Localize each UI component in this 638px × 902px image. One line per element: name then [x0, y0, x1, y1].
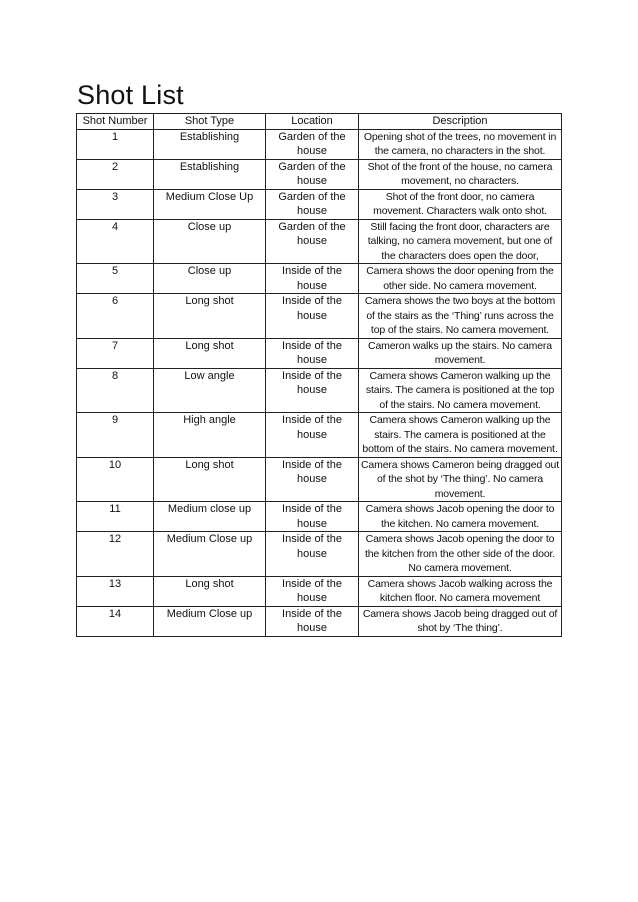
shot-type-cell: Low angle: [154, 368, 266, 413]
location-cell: Inside of the house: [266, 294, 359, 339]
shot-number-cell: 1: [77, 129, 154, 159]
shot-type-cell: Close up: [154, 264, 266, 294]
shot-type-cell: Long shot: [154, 457, 266, 502]
table-row: [77, 129, 562, 159]
header-location: Location: [266, 114, 359, 130]
header-shot-type: Shot Type: [154, 114, 266, 130]
shot-type-cell: Medium Close up: [154, 606, 266, 636]
shot-type-cell: Establishing: [154, 159, 266, 189]
description-cell: Camera shows Cameron walking up the stairs. The camera is positioned at the top of the stairs. No camera movement.: [359, 368, 562, 413]
header-description: Description: [359, 114, 562, 130]
shot-number-cell: 14: [77, 606, 154, 636]
description-cell: Camera shows Jacob being dragged out of shot by ‘The thing’.: [359, 606, 562, 636]
table-row: [77, 532, 562, 577]
shot-type-cell: Long shot: [154, 294, 266, 339]
shot-type-cell: Long shot: [154, 338, 266, 368]
shot-number-cell: 12: [77, 532, 154, 577]
page-title: Shot List: [77, 80, 184, 110]
header-shot-number: Shot Number: [77, 114, 154, 130]
description-cell: Cameron walks up the stairs. No camera movement.: [359, 338, 562, 368]
table-row: [77, 457, 562, 502]
shot-number-cell: 5: [77, 264, 154, 294]
location-cell: Garden of the house: [266, 159, 359, 189]
table-row: [77, 338, 562, 368]
shot-number-cell: 4: [77, 219, 154, 264]
location-cell: Inside of the house: [266, 264, 359, 294]
location-cell: Garden of the house: [266, 129, 359, 159]
shot-type-cell: Medium close up: [154, 502, 266, 532]
shot-number-cell: 13: [77, 576, 154, 606]
table-row: [77, 606, 562, 636]
location-cell: Garden of the house: [266, 189, 359, 219]
shot-type-cell: Close up: [154, 219, 266, 264]
description-cell: Camera shows the door opening from the other side. No camera movement.: [359, 264, 562, 294]
location-cell: Inside of the house: [266, 502, 359, 532]
location-cell: Inside of the house: [266, 576, 359, 606]
location-cell: Inside of the house: [266, 532, 359, 577]
shot-number-cell: 9: [77, 413, 154, 458]
shot-number-cell: 10: [77, 457, 154, 502]
description-cell: Camera shows Jacob opening the door to the kitchen from the other side of the door. No camera movement.: [359, 532, 562, 577]
location-cell: Inside of the house: [266, 457, 359, 502]
table-header-row: [77, 114, 562, 130]
description-cell: Shot of the front of the house, no camera movement, no characters.: [359, 159, 562, 189]
shot-list-table: [76, 113, 562, 637]
table-row: [77, 502, 562, 532]
table-row: [77, 368, 562, 413]
table-row: [77, 576, 562, 606]
shot-number-cell: 11: [77, 502, 154, 532]
table-row: [77, 189, 562, 219]
table-row: [77, 219, 562, 264]
shot-number-cell: 8: [77, 368, 154, 413]
description-cell: Camera shows Cameron walking up the stairs. The camera is positioned at the bottom of the stairs. No camera movement.: [359, 413, 562, 458]
shot-number-cell: 6: [77, 294, 154, 339]
location-cell: Garden of the house: [266, 219, 359, 264]
shot-type-cell: Medium Close Up: [154, 189, 266, 219]
description-cell: Camera shows Cameron being dragged out of the shot by ‘The thing’. No camera movement.: [359, 457, 562, 502]
description-cell: Opening shot of the trees, no movement in the camera, no characters in the shot.: [359, 129, 562, 159]
shot-type-cell: Medium Close up: [154, 532, 266, 577]
location-cell: Inside of the house: [266, 368, 359, 413]
table-row: [77, 294, 562, 339]
description-cell: Camera shows the two boys at the bottom of the stairs as the ‘Thing’ runs across the top of the stairs. No camera movement.: [359, 294, 562, 339]
description-cell: Camera shows Jacob opening the door to the kitchen. No camera movement.: [359, 502, 562, 532]
table-row: [77, 413, 562, 458]
shot-number-cell: 2: [77, 159, 154, 189]
description-cell: Camera shows Jacob walking across the kitchen floor. No camera movement: [359, 576, 562, 606]
shot-type-cell: Long shot: [154, 576, 266, 606]
location-cell: Inside of the house: [266, 338, 359, 368]
shot-type-cell: Establishing: [154, 129, 266, 159]
table-body: [77, 129, 562, 636]
location-cell: Inside of the house: [266, 413, 359, 458]
description-cell: Still facing the front door, characters are talking, no camera movement, but one of the characters does open the door,: [359, 219, 562, 264]
description-cell: Shot of the front door, no camera movement. Characters walk onto shot.: [359, 189, 562, 219]
table-row: [77, 264, 562, 294]
shot-number-cell: 3: [77, 189, 154, 219]
shot-number-cell: 7: [77, 338, 154, 368]
shot-type-cell: High angle: [154, 413, 266, 458]
table-row: [77, 159, 562, 189]
location-cell: Inside of the house: [266, 606, 359, 636]
